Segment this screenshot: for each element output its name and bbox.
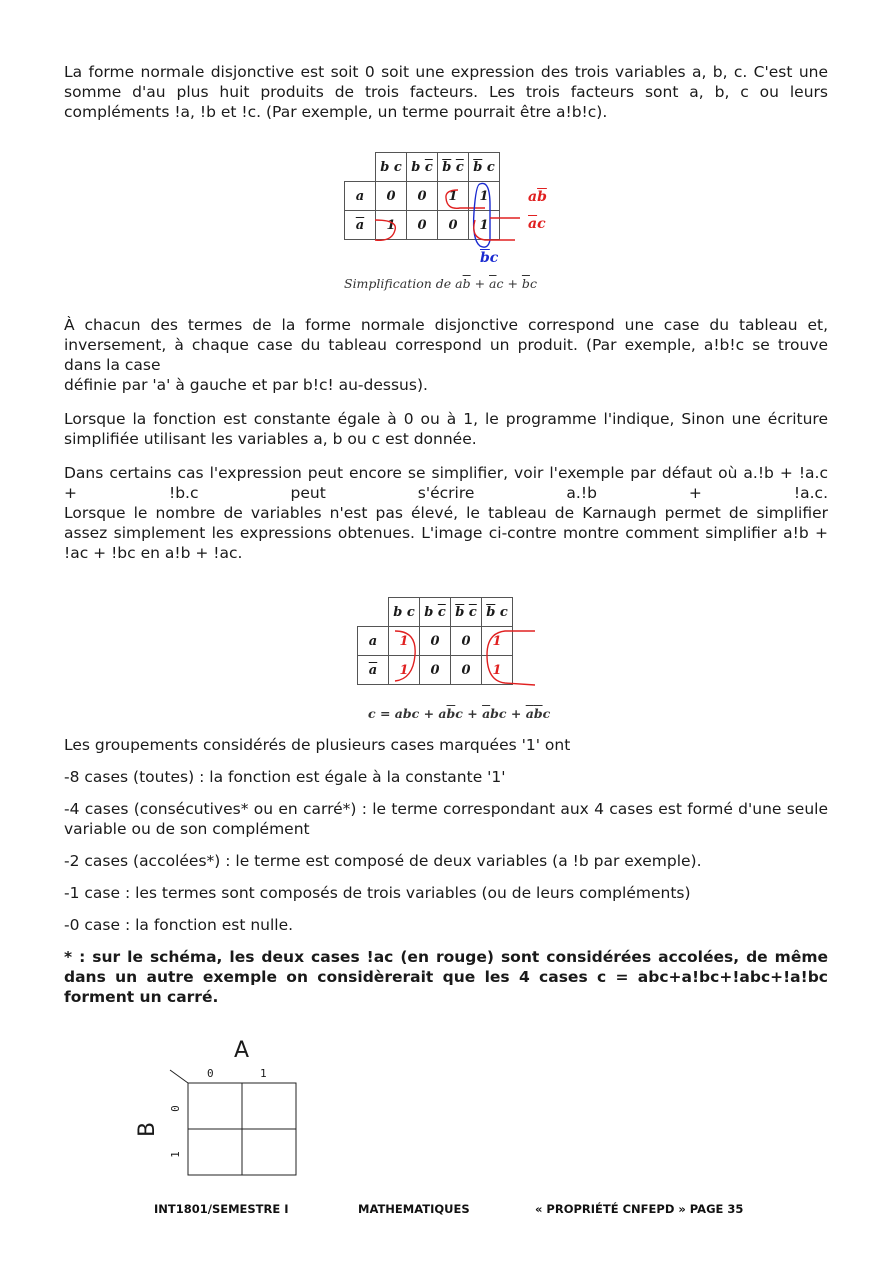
kmap1-cell: 1 (438, 182, 469, 211)
footer-right: « PROPRIÉTÉ CNFEPD » PAGE 35 (535, 1202, 744, 1216)
kmap1-cell: 1 (469, 182, 500, 211)
text-block-3 (64, 735, 828, 1007)
kmap3-left-0: 0 (168, 1105, 182, 1112)
paragraph-note: * : sur le schéma, les deux cases !ac (en rouge) sont considérées accolées, de même dans un autre exemple on considèrerait que les 4 cases c = abc+a!bc+!abc+!a!bc forment un carré. (64, 948, 828, 1006)
kmap2-cell: 0 (420, 627, 451, 656)
kmap1-label-bc: $\overline{b}c$ (480, 250, 499, 266)
kmap1-cell: 1 (469, 211, 500, 240)
kmap3-top-0: 0 (207, 1067, 214, 1080)
kmap1-col-1: b c (376, 153, 407, 182)
footer-left: INT1801/SEMESTRE I (154, 1202, 289, 1216)
list-item: -2 cases (accolées*) : le terme est composé de deux variables (a !b par exemple). (64, 852, 702, 870)
kmap3-top-1: 1 (260, 1067, 267, 1080)
kmap1-cell: 1 (376, 211, 407, 240)
kmap1-row-abar: $\overline{a}$ (345, 211, 376, 240)
kmap2-cell: 1 (482, 656, 513, 685)
kmap2-cell: 1 (389, 627, 420, 656)
kmap2-col-2: b $\overline{c}$ (420, 598, 451, 627)
kmap3-left-1: 1 (168, 1151, 182, 1158)
list-item: -4 cases (consécutives* ou en carré*) : le terme correspondant aux 4 cases est formé d'une seule variable ou de son complément (64, 800, 828, 838)
kmap2-cell: 0 (451, 627, 482, 656)
kmap1-col-4: $\overline{b}$ c (469, 153, 500, 182)
paragraph-example: Dans certains cas l'expression peut encore se simplifier, voir l'exemple par défaut où a.!b + !a.c + !b.c peut s'écrire a.!b + !a.c. (64, 464, 828, 502)
kmap2-row-a: a (358, 627, 389, 656)
kmap1-groupings (340, 150, 540, 270)
kmap3-var-left: B (135, 1121, 161, 1138)
kmap2-col-3: $\overline{b}$ $\overline{c}$ (451, 598, 482, 627)
kmap2-cell: 1 (482, 627, 513, 656)
footer-center: MATHEMATIQUES (358, 1202, 470, 1216)
paragraph-groupings: Les groupements considérés de plusieurs cases marquées '1' ont (64, 736, 571, 754)
page-body (64, 62, 828, 122)
paragraph-constant: Lorsque la fonction est constante égale à 0 ou à 1, le programme l'indique, Sinon une écriture simplifiée utilisant les variables a, b ou c est donnée. (64, 410, 828, 448)
kmap1-label-ab: $a\overline{b}$ (528, 189, 547, 205)
paragraph-intro: La forme normale disjonctive est soit 0 soit une expression des trois variables a, b, c. C'est une somme d'au plus huit produits de trois facteurs. Les trois facteurs sont a, b, c ou leurs compléments !a, !b et !c. (Par exemple, un terme pourrait être a!b!c). (64, 63, 828, 121)
list-item: -8 cases (toutes) : la fonction est égale à la constante '1' (64, 768, 506, 786)
paragraph-karnaugh: Lorsque le nombre de variables n'est pas élevé, le tableau de Karnaugh permet de simplifier assez simplement les expressions obtenues. L'image ci-contre montre comment simplifier a!b + !ac + !bc en a!b + !ac. (64, 504, 828, 562)
list-item: -1 case : les termes sont composés de trois variables (ou de leurs compléments) (64, 884, 691, 902)
kmap2-cell: 1 (389, 656, 420, 685)
kmap2-row-abar: $\overline{a}$ (358, 656, 389, 685)
kmap2-col-1: b c (389, 598, 420, 627)
kmap1-col-3: $\overline{b}$ $\overline{c}$ (438, 153, 469, 182)
kmap1-col-2: b $\overline{c}$ (407, 153, 438, 182)
kmap1-caption: Simplification de $a\overline{b} + \overline{a}c + \overline{b}c$ (344, 276, 537, 291)
kmap1-cell: 0 (407, 182, 438, 211)
kmap1-cell: 0 (407, 211, 438, 240)
kmap1-label-ac: $\overline{a}c$ (528, 216, 546, 232)
kmap1-row-a: a (345, 182, 376, 211)
kmap2-cell: 0 (420, 656, 451, 685)
kmap3-var-top: A (234, 1038, 250, 1063)
kmap1-cell: 0 (438, 211, 469, 240)
text-block-2 (64, 315, 828, 563)
kmap2-cell: 0 (451, 656, 482, 685)
list-item: -0 case : la fonction est nulle. (64, 916, 294, 934)
karnaugh-map-3 (140, 1040, 310, 1180)
kmap2-caption: c = abc + $a\overline{b}c + \overline{a}bc + \overline{a}\overline{b}c$ (368, 706, 551, 721)
kmap2-col-4: $\overline{b}$ c (482, 598, 513, 627)
paragraph-correspondence-cont: définie par 'a' à gauche et par b!c! au-dessus). (64, 376, 428, 394)
kmap2-groupings (355, 595, 545, 705)
paragraph-correspondence: À chacun des termes de la forme normale disjonctive correspond une case du tableau et, inversement, à chaque case du tableau correspond un produit. (Par exemple, a!b!c se trouve dans la case (64, 316, 828, 374)
kmap1-cell: 0 (376, 182, 407, 211)
